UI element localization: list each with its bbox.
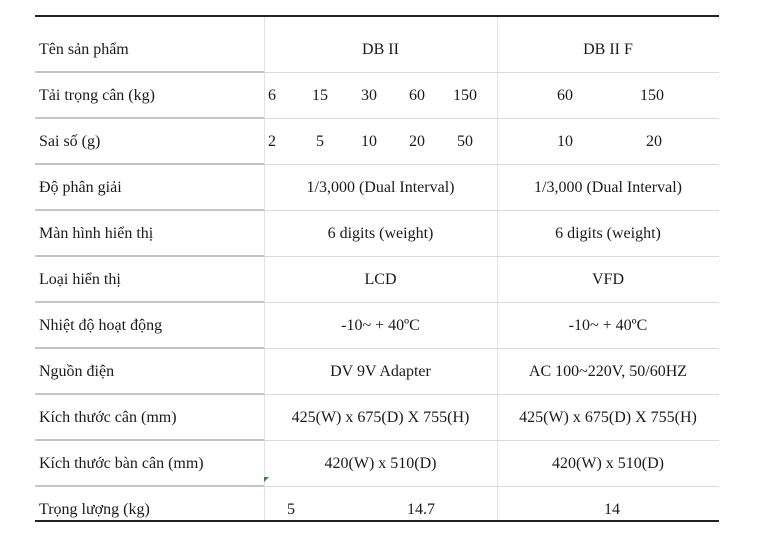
row-label: Độ phân giải [39,179,122,196]
scale-size-db2f: 425(W) x 675(D) X 755(H) [519,409,697,426]
spec-table [35,15,719,523]
table-row [35,119,719,165]
capacity-value: 30 [361,87,377,104]
table-row [35,211,719,257]
table-top-border [35,15,719,17]
resolution-db2f: 1/3,000 (Dual Interval) [534,179,682,196]
weight-value: 14 [604,501,620,518]
cell-comment-marker-icon [264,477,269,482]
tolerance-value: 20 [409,133,425,150]
table-row [35,441,719,487]
table-bottom-border [35,520,719,522]
capacity-value: 60 [557,87,573,104]
row-label: Màn hình hiển thị [39,225,154,242]
power-db2f: AC 100~220V, 50/60HZ [528,363,688,380]
resolution-db2: 1/3,000 (Dual Interval) [306,179,455,196]
model-db2f-name: DB II F [583,41,633,58]
tolerance-value: 10 [361,133,377,150]
row-label: Tên sản phẩm [39,41,129,58]
capacity-value: 60 [409,87,425,104]
tolerance-value: 20 [646,133,662,150]
row-label: Trọng lượng (kg) [39,501,150,518]
tolerance-value: 10 [557,133,573,150]
table-row [35,257,719,303]
table-row [35,349,719,395]
capacity-value: 150 [453,87,477,104]
scale-size-db2: 425(W) x 675(D) X 755(H) [291,409,470,426]
table-row [35,27,719,73]
row-label: Tải trọng cân (kg) [39,87,155,104]
temperature-db2: -10~ + 40ºC [341,317,420,334]
row-label: Kích thước cân (mm) [39,409,177,426]
table-row [35,73,719,119]
display-type-db2f: VFD [591,271,624,288]
display-type-db2: LCD [364,271,397,288]
row-label: Loại hiển thị [39,271,121,288]
row-label: Sai số (g) [39,133,101,150]
platform-size-db2: 420(W) x 510(D) [324,455,437,472]
table-row [35,487,719,521]
table-row [35,395,719,441]
tolerance-value: 5 [316,133,324,150]
tolerance-value: 50 [457,133,473,150]
row-label: Nguồn điện [39,363,115,380]
platform-size-db2f: 420(W) x 510(D) [552,455,664,472]
model-db2-name: DB II [362,41,399,58]
table-row [35,303,719,349]
capacity-value: 6 [268,87,276,104]
power-db2: DV 9V Adapter [330,363,431,380]
row-label: Kích thước bàn cân (mm) [39,455,204,472]
row-label: Nhiệt độ hoạt động [39,317,163,334]
capacity-value: 150 [640,87,664,104]
display-db2f: 6 digits (weight) [555,225,661,242]
temperature-db2f: -10~ + 40ºC [568,317,648,334]
tolerance-value: 2 [268,133,276,150]
table-row [35,165,719,211]
capacity-value: 15 [312,87,328,104]
display-db2: 6 digits (weight) [327,225,434,242]
weight-value: 14.7 [407,501,435,518]
weight-value: 5 [287,501,295,518]
